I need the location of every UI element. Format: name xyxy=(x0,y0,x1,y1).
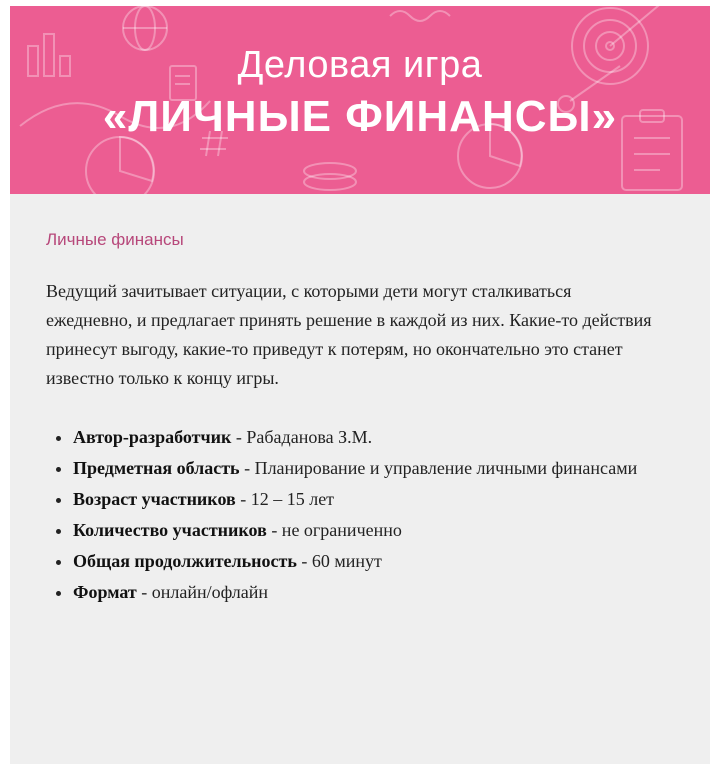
detail-label: Автор-разработчик xyxy=(73,427,232,447)
detail-participants xyxy=(73,516,673,544)
coin-icon xyxy=(304,163,356,190)
banner xyxy=(10,6,710,194)
detail-label: Предметная область xyxy=(73,458,240,478)
detail-label: Возраст участников xyxy=(73,489,236,509)
detail-age xyxy=(73,485,673,513)
detail-value: - онлайн/офлайн xyxy=(136,582,269,602)
game-card xyxy=(10,6,710,764)
detail-label: Общая продолжительность xyxy=(73,551,297,571)
detail-value: - 12 – 15 лет xyxy=(235,489,335,509)
detail-value: - Планирование и управление личными финансами xyxy=(239,458,638,478)
detail-author xyxy=(73,423,673,451)
detail-value: - 60 минут xyxy=(296,551,382,571)
detail-value: - не ограниченно xyxy=(266,520,402,540)
detail-label: Количество участников xyxy=(73,520,267,540)
details-list xyxy=(46,423,673,606)
banner-title: «ЛИЧНЫЕ ФИНАНСЫ» xyxy=(102,92,618,141)
detail-subject-area xyxy=(73,454,673,482)
detail-value: - Рабаданова З.М. xyxy=(231,427,373,447)
detail-duration xyxy=(73,547,673,575)
banner-subtitle: Деловая игра xyxy=(237,44,483,86)
detail-label: Формат xyxy=(73,582,137,602)
game-description: Ведущий зачитывает ситуации, с которыми дети могут сталкиваться ежедневно, и предлагает принять решение в каждой из них. Какие-то действия принесут выгоду, какие-то приведут к потерям, но окончательно это станет известно только к концу игры. xyxy=(46,281,652,388)
content-area xyxy=(10,194,710,606)
pie-chart-icon xyxy=(86,137,154,194)
section-title: Личные финансы xyxy=(46,230,184,249)
detail-format xyxy=(73,578,673,606)
